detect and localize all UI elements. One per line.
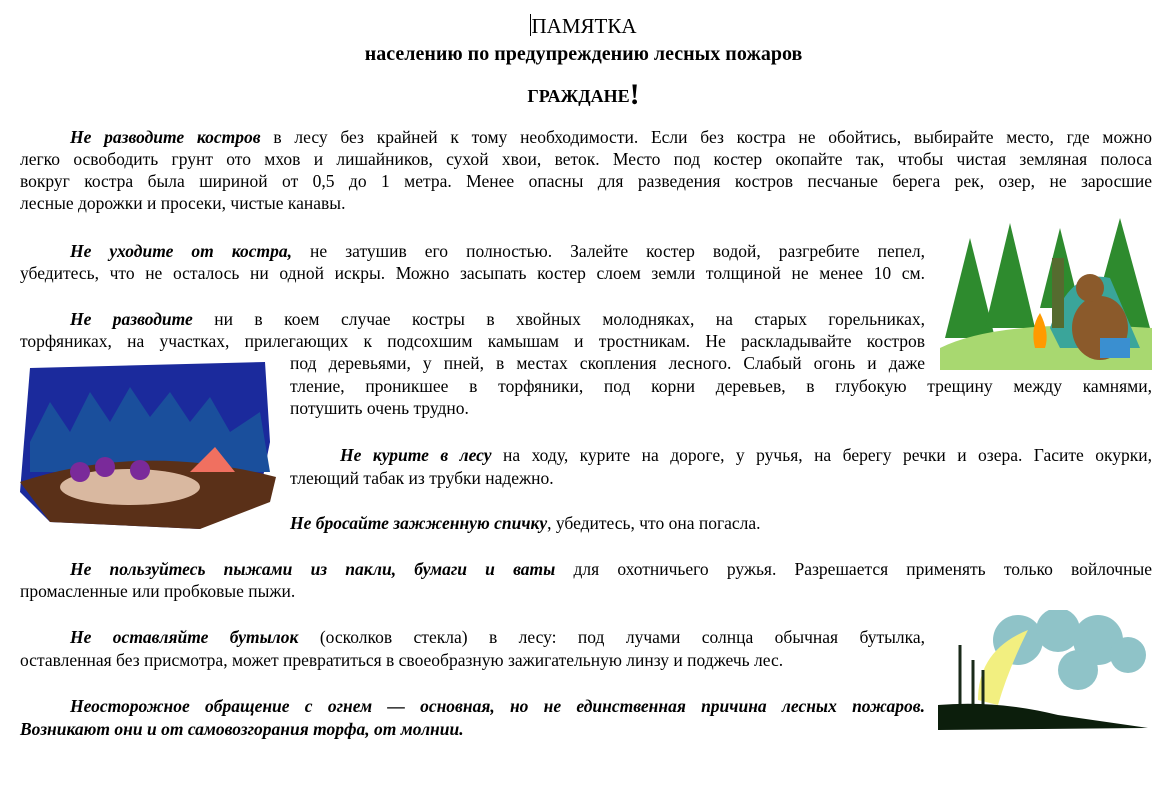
- body-text: легко освободить грунт ото мхов и лишайников, сухой хвои, веток. Место под костер окопайте так, чтобы чистая земляная полоса: [20, 149, 1152, 169]
- body-text: торфяниках, на участках, прилегающих к подсохшим камышам и тростникам. Не раскладывайте костров: [20, 331, 925, 351]
- body-text: (осколков стекла) в лесу: под лучами солнца обычная бутылка,: [298, 627, 925, 647]
- body-text: оставленная без присмотра, может превратиться в своеобразную зажигательную линзу и поджечь лес.: [20, 650, 784, 670]
- camping-bear-illustration: [940, 218, 1152, 370]
- emphasis-text: Не пользуйтесь пыжами из пакли, бумаги и ваты: [70, 559, 556, 579]
- body-text: под деревьями, у пней, в местах скопления лесного. Слабый огонь и даже: [290, 353, 925, 373]
- body-text: в лесу без крайней к тому необходимости. Если без костра не обойтись, выбирайте место, где можно: [260, 127, 1152, 147]
- text-line: [70, 308, 925, 330]
- body-text: , убедитесь, что она погасла.: [547, 513, 761, 533]
- emphasis-text: Не оставляйте бутылок: [70, 627, 299, 647]
- text-line: [290, 375, 1152, 397]
- text-line: [290, 352, 925, 374]
- text-line: [290, 467, 1152, 489]
- memo-title: [0, 14, 1167, 39]
- address-text: ГРАЖДАНЕ: [527, 86, 630, 106]
- body-text: убедитесь, что не осталось ни одной искры. Можно засыпать костер слоем земли толщиной не менее 10 см.: [20, 263, 925, 283]
- body-text: вокруг костра была шириной от 0,5 до 1 метра. Менее опасны для разведения костров песчаные берега рек, озер, не заросшие: [20, 171, 1152, 191]
- forest-fire-illustration: [938, 610, 1150, 730]
- text-line: [20, 649, 925, 671]
- title-text: ПАМЯТКА: [531, 14, 637, 38]
- emphasis-text: Неосторожное обращение с огнем — основная, но не единственная причина лесных пожаров.: [70, 696, 925, 716]
- text-line: [20, 148, 1152, 170]
- body-text: лесные дорожки и просеки, чистые канавы.: [20, 193, 346, 213]
- body-text: тлеющий табак из трубки надежно.: [290, 468, 554, 488]
- body-text: ни в коем случае костры в хвойных молодняках, на старых горельниках,: [192, 309, 925, 329]
- exclamation: !: [629, 78, 640, 111]
- text-line: [70, 126, 1152, 148]
- night-campfire-illustration: [20, 362, 276, 529]
- emphasis-text: Не разводите: [70, 309, 193, 329]
- emphasis-text: Не бросайте зажженную спичку: [290, 513, 548, 533]
- emphasis-text: Не курите в лесу: [340, 445, 492, 465]
- text-line: [20, 262, 925, 284]
- text-line: [20, 330, 925, 352]
- text-line: [20, 718, 925, 740]
- body-text: на ходу, курите на дороге, у ручья, на берегу речки и озера. Гасите окурки,: [491, 445, 1153, 465]
- text-line: [340, 444, 1152, 466]
- text-line: [70, 240, 925, 262]
- body-text: тление, проникшее в торфяники, под корни деревьев, в глубокую трещину между камнями,: [290, 376, 1152, 396]
- text-line: [20, 170, 1152, 192]
- text-line: [70, 558, 1152, 580]
- memo-subtitle: населению по предупреждению лесных пожаров: [364, 43, 803, 65]
- body-text: потушить очень трудно.: [290, 398, 469, 418]
- emphasis-text: Возникают они и от самовозгорания торфа, от молнии.: [20, 719, 464, 739]
- body-text: для охотничьего ружья. Разрешается применять только войлочные: [555, 559, 1152, 579]
- text-line: [70, 626, 925, 648]
- text-line: [290, 397, 1152, 419]
- text-line: [70, 695, 925, 717]
- memo-address: [0, 78, 1167, 112]
- emphasis-text: Не разводите костров: [70, 127, 261, 147]
- text-line: [20, 192, 1152, 214]
- text-line: [20, 580, 1152, 602]
- emphasis-text: Не уходите от костра,: [70, 241, 293, 261]
- body-text: промасленные или пробковые пыжи.: [20, 581, 296, 601]
- text-line: [290, 512, 1152, 534]
- body-text: не затушив его полностью. Залейте костер водой, разгребите пепел,: [292, 241, 925, 261]
